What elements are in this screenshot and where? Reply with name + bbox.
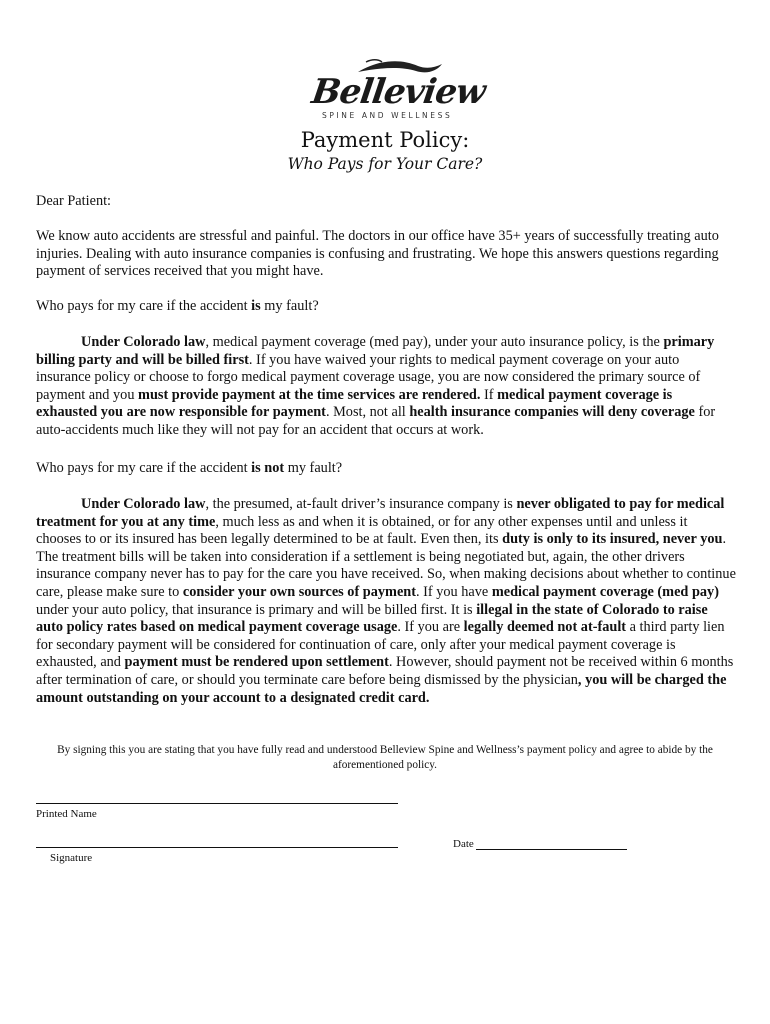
printed-name-label: Printed Name	[36, 808, 97, 820]
date-label: Date	[453, 838, 474, 850]
bold-run-p2-14: payment must be rendered upon settlement	[124, 654, 389, 671]
bold-run-p2-6: consider your own sources of payment	[182, 583, 417, 600]
bold-run-p2-8: medical payment coverage (med pay)	[491, 583, 719, 600]
text-run-p1-7: . Most, not all	[325, 404, 410, 421]
text-run-p2-11: . If you are	[397, 619, 464, 636]
logo-tagline: SPINE AND WELLNESS	[322, 111, 453, 120]
question-not-at-fault	[36, 460, 736, 478]
text-run-p2-3: , much less as and when it is obtained, or for any other expenses until and unless it chooses to or its insured has been legally determined to be at fault. Even then, its	[36, 513, 688, 548]
text-run-p2-15: . However, should payment not be received within 6 months after termination of care, or should you terminate care before being dismissed by the physician	[36, 654, 734, 688]
not-at-fault-paragraph	[36, 496, 736, 707]
signature-label: Signature	[50, 852, 93, 864]
intro-paragraph	[36, 228, 736, 281]
question-at-fault-bold: is	[251, 298, 261, 314]
at-fault-text	[36, 334, 736, 440]
bold-run-p1-0: Under Colorado law	[81, 334, 206, 350]
text-run-p2-1: , the presumed, at-fault driver’s insurance company is	[205, 496, 517, 512]
logo-wordmark: Belleview	[309, 72, 488, 112]
salutation: Dear Patient:	[36, 193, 112, 209]
signature-line[interactable]	[36, 847, 398, 848]
page-subtitle: Who Pays for Your Care?	[287, 155, 483, 173]
bold-run-p1-8: health insurance companies will deny coverage	[409, 404, 695, 421]
printed-name-line[interactable]	[36, 803, 398, 804]
question-not-at-fault-bold: is not	[251, 460, 285, 476]
text-run-p1-9: for auto-accidents much like they will not pay for an accident that occurs at work.	[36, 404, 716, 438]
bold-run-p1-2: primary billing party and will be billed first	[36, 334, 715, 368]
page-title: Payment Policy:	[300, 128, 470, 152]
bold-run-p2-12: legally deemed not at-fault	[463, 619, 627, 636]
question-at-fault	[36, 298, 736, 316]
not-at-fault-text	[36, 496, 736, 707]
question-at-fault-pre: Who pays for my care if the accident	[36, 298, 252, 314]
belleview-logo	[308, 56, 488, 124]
question-not-at-fault-pre: Who pays for my care if the accident	[36, 460, 252, 476]
text-run-p1-3: . If you have waived your rights to medical payment coverage on your auto insurance policy or choose to forgo medical payment coverage usage, you are now considered the primary source of payment and you	[36, 351, 701, 403]
signing-notice: By signing this you are stating that you have fully read and understood Belleview Spine and Wellness’s payment policy and agree to abide by the aforementioned policy.	[57, 744, 713, 771]
bold-run-p1-6: medical payment coverage is exhausted you are now responsible for payment	[36, 386, 673, 421]
date-line[interactable]	[476, 849, 627, 850]
bold-run-p2-0: Under Colorado law	[81, 496, 206, 512]
text-run-p1-5: If	[480, 386, 498, 403]
question-at-fault-post: my fault?	[260, 298, 319, 314]
bold-run-p2-4: duty is only to its insured, never you	[502, 531, 723, 548]
at-fault-paragraph	[36, 334, 736, 440]
bold-run-p1-4: must provide payment at the time services are rendered.	[138, 386, 481, 403]
text-run-p2-13: a third party lien for secondary payment will be considered for continuation of care, only after your medical payment coverage is exhausted, and	[36, 619, 725, 671]
bold-run-p2-2: never obligated to pay for medical treatment for you at any time	[36, 496, 725, 530]
bold-run-p2-10: illegal in the state of Colorado to raise auto policy rates based on medical payment coverage usage	[36, 601, 708, 636]
text-run-p2-7: . If you have	[416, 583, 492, 600]
intro-text: We know auto accidents are stressful and painful. The doctors in our office have 35+ years of successfully treating auto injuries. Dealing with auto insurance companies is confusing and frustrating. We hope this answers questions regarding payment of services received that you might have.	[36, 228, 719, 280]
question-not-at-fault-post: my fault?	[284, 460, 343, 476]
text-run-p2-5: . The treatment bills will be taken into consideration if a settlement is being negotiated but, again, the other drivers insurance company never has to pay for the care you have received. So, when making decisions about whether to continue care, please make sure to	[36, 531, 736, 600]
text-run-p2-9: under your auto policy, that insurance is primary and will be billed first. It is	[36, 601, 477, 618]
bold-run-p2-16: , you will be charged the amount outstanding on your account to a designated credit card.	[36, 671, 727, 706]
text-run-p1-1: , medical payment coverage (med pay), under your auto insurance policy, is the	[205, 334, 664, 350]
